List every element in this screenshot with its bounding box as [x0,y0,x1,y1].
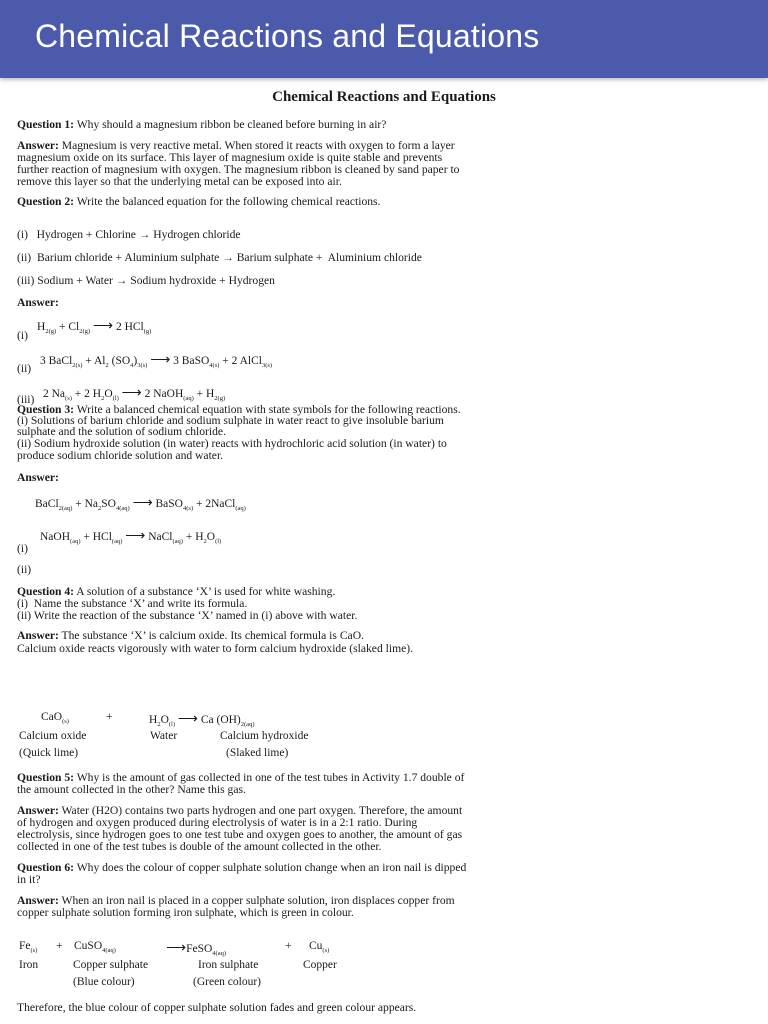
answer-6-label: Answer: [17,894,59,907]
equation-6-reactant-1: $Fe_{(s)}$ [19,940,38,954]
answer-4-line: Answer: The substance ‘X’ is calcium oxide. Its chemical formula is CaO. [17,629,364,642]
question-1-text: Why should a magnesium ribbon be cleaned before burning in air? [74,118,387,131]
question-4: Question 4: A solution of a substance ‘X’ is used for white washing. [17,585,336,598]
equation-6-plus: + [285,940,292,952]
question-2-item: (i) Hydrogen + Chlorine → Hydrogen chloride [17,228,241,241]
question-2: Question 2: Write the balanced equation for the following chemical reactions. [17,195,381,208]
equation-4-reactant-1: CaO$_{(s)}$ [41,711,69,725]
equation-4-label: (Quick lime) [19,747,79,759]
equation-6-label: Iron [19,959,39,971]
question-1 [17,119,386,131]
answer-2-marker: (iii) [17,393,35,406]
equation-6-product-2: $Cu_{(s)}$ [309,940,330,954]
equation-6-label: Copper sulphate [73,959,149,971]
question-5: Question 5: Why is the amount of gas collected in one of the test tubes in Activity 1.7 double of [17,771,465,784]
answer-3-marker: (i) [17,542,28,555]
answer-5-line: electrolysis, since hydrogen goes to one test tube and oxygen goes to another, the amount of gas [17,828,463,841]
answer-2-marker: (i) [17,329,28,342]
answer-3-marker: (ii) [17,563,32,576]
answer-4-line: Calcium oxide reacts vigorously with water to form calcium hydroxide (slaked lime). [17,642,414,655]
document-title: Chemical Reactions and Equations [272,89,496,105]
answer-2-label: Answer: [17,296,59,309]
equation-4-plus: + [106,711,113,723]
equation-2-iii: 2 $Na_{(s)} + 2$ $H_2O_{(l)}$ ⟶ 2 NaOH$_{(aq)}$ + $H_{2(g)}$ [43,386,226,402]
question-5-line: the amount collected in the other? Name this gas. [17,783,246,796]
equation-3-i: BaCl$_{2(aq)}$ + $Na_2SO_{4(aq)}$ ⟶ BaSO$_{4(s)}$ + 2NaCl$_{(aq)}$ [35,496,246,512]
question-6-label: Question 6: [17,861,75,874]
equation-3-ii: NaOH$_{(aq)}$ + HCl$_{(aq)}$ ⟶ NaCl$_{(aq)}$ + $H_2O_{(l)}$ [40,529,222,545]
question-1-label: Question 1: [17,118,75,131]
equation-6-label: (Blue colour) [73,976,135,988]
answer-3-label: Answer: [17,471,59,484]
question-3-label: Question 3: [17,403,75,416]
answer-1-line: magnesium oxide on its surface. This layer of magnesium oxide is quite stable and prevents [17,151,443,164]
question-4-line: (i) Name the substance ‘X’ and write its formula. [17,597,248,610]
equation-4-label: Water [150,730,178,742]
answer-5-line: collected in one of the test tubes is double of the amount collected in the other. [17,840,382,853]
equation-6-label: Iron sulphate [198,959,259,971]
question-3-line: sulphate and the solution of sodium chloride. [17,425,226,438]
question-2-item: (ii) Barium chloride + Aluminium sulphate → Barium sulphate + Aluminium chloride [17,251,422,264]
question-6: Question 6: Why does the colour of copper sulphate solution change when an iron nail is dipped [17,861,467,874]
equation-4-label: Calcium hydroxide [220,730,309,742]
equation-2-i: $H_{2(g)} + Cl_{2(g)}$ ⟶ 2 HCl$_{(g)}$ [37,319,152,335]
answer-2-marker: (ii) [17,362,32,375]
answer-1-line: further reaction of magnesium with oxygen. The magnesium ribbon is cleaned by sand paper to [17,163,460,176]
equation-4-reactant-2: $H_2O_{(l)}$ ⟶ Ca $(OH)_{2(aq)}$ [149,712,255,728]
question-3-line: (ii) Sodium hydroxide solution (in water) reacts with hydrochloric acid solution (in water) to [17,437,447,450]
answer-4-label: Answer: [17,629,59,642]
question-3: Question 3: Write a balanced chemical equation with state symbols for the following reactions. [17,403,461,416]
question-6-line: in it? [17,873,41,886]
answer-6-line: Answer: When an iron nail is placed in a copper sulphate solution, iron displaces copper from [17,894,455,907]
answer-5-line: of hydrogen and oxygen produced during electrolysis of water is in a 2:1 ratio. During [17,816,418,829]
question-5-label: Question 5: [17,771,75,784]
answer-1-label: Answer: [17,139,59,152]
app-bar [0,0,768,78]
equation-6-label: (Green colour) [193,976,262,988]
answer-6-line: copper sulphate solution forming iron sulphate, which is green in colour. [17,906,354,919]
answer-1-line: Answer: Magnesium is very reactive metal. When stored it reacts with oxygen to form a layer [17,139,455,152]
document-page[interactable] [0,78,768,1024]
equation-6-plus: + [56,940,63,952]
app-bar-title: Chemical Reactions and Equations [35,18,540,54]
question-4-label: Question 4: [17,585,75,598]
equation-2-ii: 3 BaCl$_{2(s)}$ + $Al_2$ $(SO_4)_{3(s)}$ ⟶ 3 BaSO$_{4(s)}$ + 2 AlCl$_{3(s)}$ [40,353,273,369]
question-2-label: Question 2: [17,195,75,208]
answer-1-line: remove this layer so that the underlying metal can be exposed into air. [17,175,342,188]
answer-5-label: Answer: [17,804,59,817]
question-2-item: (iii) Sodium + Water → Sodium hydroxide + Hydrogen [17,274,275,287]
equation-6-reactant-2: CuSO$_{4(aq)}$ [74,940,116,954]
question-3-line: produce sodium chloride solution and water. [17,449,224,462]
equation-4-label: (Slaked lime) [226,747,289,759]
equation-6-product-1: ⟶FeSO$_{4(aq)}$ [166,941,226,957]
conclusion-text: Therefore, the blue colour of copper sulphate solution fades and green colour appears. [17,1001,417,1014]
equation-6-label: Copper [303,959,337,971]
equation-4-label: Calcium oxide [19,730,87,742]
answer-5-line: Answer: Water (H2O) contains two parts hydrogen and one part oxygen. Therefore, the amount [17,804,463,817]
question-4-line: (ii) Write the reaction of the substance ‘X’ named in (i) above with water. [17,609,358,622]
question-3-line: (i) Solutions of barium chloride and sodium sulphate in water react to give insoluble barium [17,414,444,427]
